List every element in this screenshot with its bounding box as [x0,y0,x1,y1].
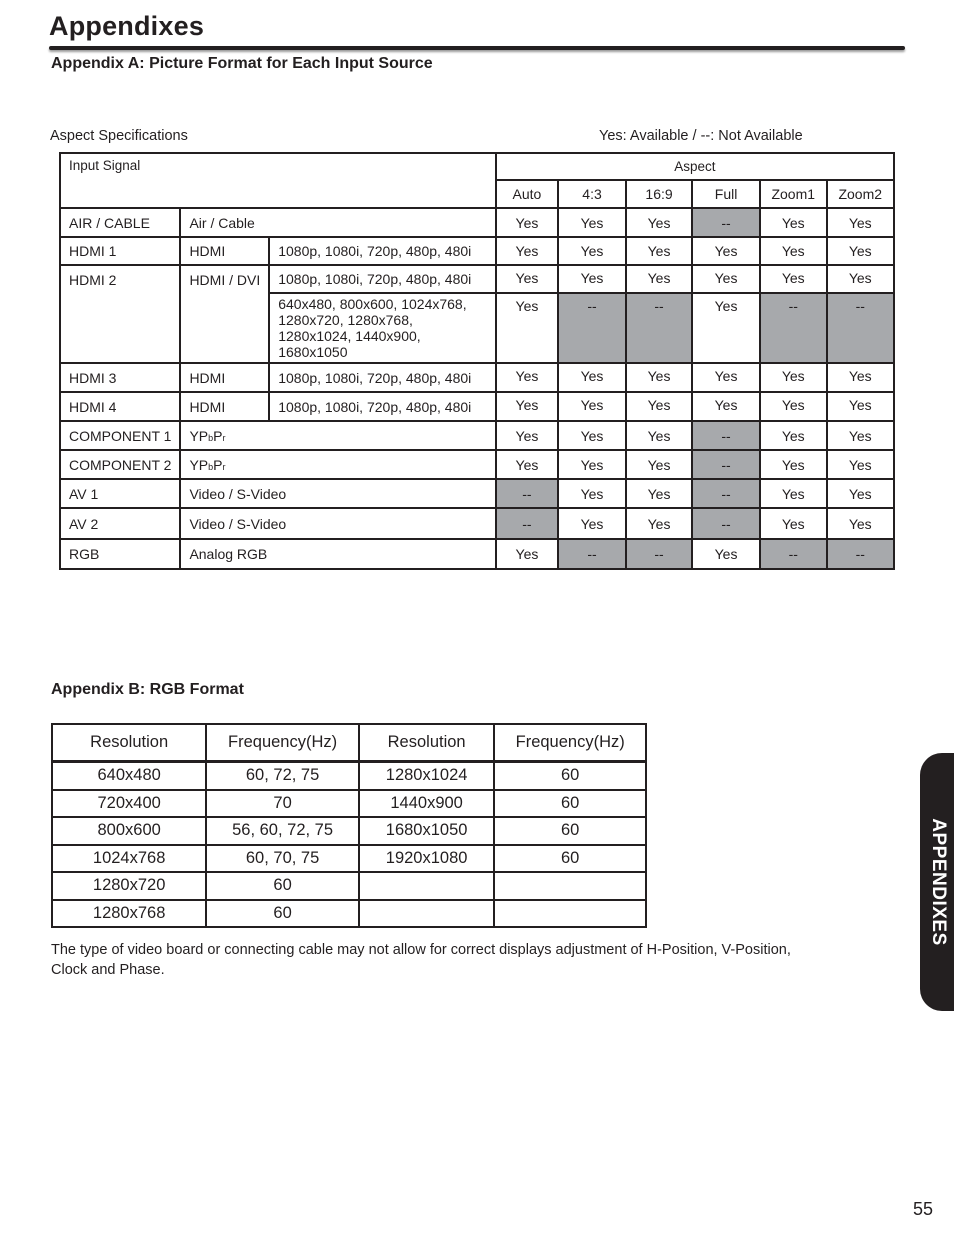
column-header: Resolution [52,724,206,762]
aspect-cell: Yes [626,421,692,450]
frequency-cell: 60 [494,790,646,818]
aspect-cell: Yes [760,208,826,237]
aspect-cell: -- [692,208,760,237]
table-row [52,817,646,845]
aspect-cell: Yes [827,392,895,421]
input-cell: AV 1 [60,479,180,508]
aspect-cell: Yes [827,450,895,479]
format-cell: 1080p, 1080i, 720p, 480p, 480i [269,363,496,392]
resolution-cell: 1280x720 [52,872,206,900]
column-header: Frequency(Hz) [206,724,359,762]
aspect-mode-header: Auto [496,180,558,208]
aspect-cell: Yes [760,479,826,508]
aspect-cell: Yes [692,392,760,421]
resolution-cell: 1024x768 [52,845,206,873]
aspect-cell: -- [760,293,826,363]
table-row [60,450,894,479]
aspect-cell: Yes [496,539,558,569]
resolution-cell: 640x480 [52,762,206,790]
aspect-cell: Yes [496,293,558,363]
frequency-cell [494,900,646,928]
table-row [60,392,894,421]
aspect-cell: Yes [496,208,558,237]
aspect-cell: -- [827,293,895,363]
aspect-cell: Yes [692,363,760,392]
input-cell: COMPONENT 2 [60,450,180,479]
aspect-cell: -- [558,293,626,363]
aspect-cell: Yes [496,363,558,392]
aspect-cell: -- [827,539,895,569]
aspect-cell: Yes [760,392,826,421]
aspect-cell: Yes [760,508,826,539]
availability-legend: Yes: Available / --: Not Available [599,128,803,144]
aspect-mode-header: 4:3 [558,180,626,208]
resolution-cell [359,872,495,900]
aspect-cell: Yes [626,208,692,237]
resolution-cell: 1280x1024 [359,762,495,790]
table-row [52,762,646,790]
input-cell: HDMI 2 [60,265,180,363]
signal-cell: Air / Cable [180,208,495,237]
aspect-mode-header: Zoom2 [827,180,895,208]
frequency-cell: 60 [494,817,646,845]
aspect-cell: Yes [558,265,626,293]
frequency-cell: 70 [206,790,359,818]
format-cell: 1080p, 1080i, 720p, 480p, 480i [269,237,496,265]
aspect-cell: Yes [496,421,558,450]
format-cell: 1080p, 1080i, 720p, 480p, 480i [269,392,496,421]
frequency-cell: 56, 60, 72, 75 [206,817,359,845]
signal-cell: YPbPr [180,450,495,479]
aspect-cell: Yes [626,479,692,508]
table-row [60,208,894,237]
table-row [60,479,894,508]
aspect-cell: Yes [558,237,626,265]
input-cell: AIR / CABLE [60,208,180,237]
aspect-cell: Yes [496,450,558,479]
aspect-mode-header: Zoom1 [760,180,826,208]
aspect-cell: -- [692,508,760,539]
column-header: Frequency(Hz) [494,724,646,762]
appendix-a-heading: Appendix A: Picture Format for Each Input Source [51,55,433,72]
resolution-cell: 720x400 [52,790,206,818]
aspect-cell: Yes [760,450,826,479]
aspect-cell: -- [626,539,692,569]
aspect-cell: Yes [558,392,626,421]
aspect-header: Aspect [496,153,894,180]
input-signal-header: Input Signal [60,153,496,208]
aspect-cell: Yes [692,237,760,265]
aspect-cell: Yes [827,479,895,508]
signal-cell: Analog RGB [180,539,495,569]
signal-cell: HDMI [180,392,269,421]
column-header: Resolution [359,724,495,762]
aspect-cell: Yes [496,237,558,265]
aspect-cell: -- [692,421,760,450]
aspect-cell: Yes [760,237,826,265]
aspect-cell: -- [760,539,826,569]
aspect-cell: Yes [558,421,626,450]
table-row [60,237,894,265]
aspect-cell: Yes [626,450,692,479]
frequency-cell: 60, 72, 75 [206,762,359,790]
aspect-mode-header: Full [692,180,760,208]
aspect-cell: Yes [760,265,826,293]
table-row [60,539,894,569]
aspect-mode-header: 16:9 [626,180,692,208]
resolution-cell: 1280x768 [52,900,206,928]
aspect-cell: -- [496,479,558,508]
signal-cell: HDMI [180,363,269,392]
resolution-cell: 1440x900 [359,790,495,818]
aspect-cell: -- [692,450,760,479]
table-row [60,508,894,539]
table-row [52,900,646,928]
aspect-cell: Yes [558,479,626,508]
resolution-cell: 800x600 [52,817,206,845]
aspect-cell: Yes [827,508,895,539]
signal-cell: Video / S-Video [180,479,495,508]
aspect-cell: Yes [626,265,692,293]
input-cell: HDMI 3 [60,363,180,392]
aspect-cell: Yes [626,508,692,539]
frequency-cell: 60 [206,872,359,900]
input-cell: AV 2 [60,508,180,539]
aspect-cell: Yes [558,208,626,237]
aspect-cell: -- [496,508,558,539]
aspect-cell: Yes [626,363,692,392]
table-row [60,265,894,293]
section-side-tab [920,753,954,1011]
aspect-cell: Yes [827,421,895,450]
input-cell: HDMI 1 [60,237,180,265]
aspect-spec-caption: Aspect Specifications [50,128,188,144]
frequency-cell: 60 [206,900,359,928]
aspect-cell: Yes [692,293,760,363]
aspect-cell: Yes [760,421,826,450]
input-cell: RGB [60,539,180,569]
frequency-cell: 60 [494,762,646,790]
aspect-cell: Yes [496,392,558,421]
signal-cell: HDMI [180,237,269,265]
title-rule [49,46,905,50]
signal-cell: Video / S-Video [180,508,495,539]
format-cell: 1080p, 1080i, 720p, 480p, 480i [269,265,496,293]
frequency-cell [494,872,646,900]
aspect-cell: Yes [496,265,558,293]
page-title: Appendixes [49,11,205,41]
table-row [60,363,894,392]
rgb-format-table [51,723,647,928]
aspect-cell: -- [626,293,692,363]
aspect-cell: Yes [692,265,760,293]
side-tab-label: APPENDIXES [928,818,949,946]
appendix-b-heading: Appendix B: RGB Format [51,681,244,698]
aspect-cell: Yes [827,265,895,293]
aspect-cell: -- [692,479,760,508]
aspect-cell: Yes [692,539,760,569]
table-row [52,845,646,873]
input-cell: HDMI 4 [60,392,180,421]
aspect-cell: Yes [827,208,895,237]
aspect-cell: Yes [827,363,895,392]
input-cell: COMPONENT 1 [60,421,180,450]
format-cell: 640x480, 800x600, 1024x768, 1280x720, 1280x768, 1280x1024, 1440x900, 1680x1050 [269,293,496,363]
aspect-cell: Yes [558,508,626,539]
page-number: 55 [913,1199,934,1219]
frequency-cell: 60, 70, 75 [206,845,359,873]
resolution-cell [359,900,495,928]
aspect-cell: Yes [558,450,626,479]
aspect-cell: Yes [626,237,692,265]
aspect-cell: Yes [827,237,895,265]
signal-cell: YPbPr [180,421,495,450]
aspect-cell: -- [558,539,626,569]
table-header-row [52,724,646,762]
table-row [60,421,894,450]
frequency-cell: 60 [494,845,646,873]
aspect-cell: Yes [558,363,626,392]
resolution-cell: 1680x1050 [359,817,495,845]
aspect-cell: Yes [760,363,826,392]
video-board-note: The type of video board or connecting cable may not allow for correct displays adjustment of H-Position, V-Position, Clock and Phase. [51,942,791,978]
table-row [52,790,646,818]
table-row [52,872,646,900]
aspect-cell: Yes [626,392,692,421]
resolution-cell: 1920x1080 [359,845,495,873]
signal-cell: HDMI / DVI [180,265,269,363]
aspect-table [59,152,895,570]
